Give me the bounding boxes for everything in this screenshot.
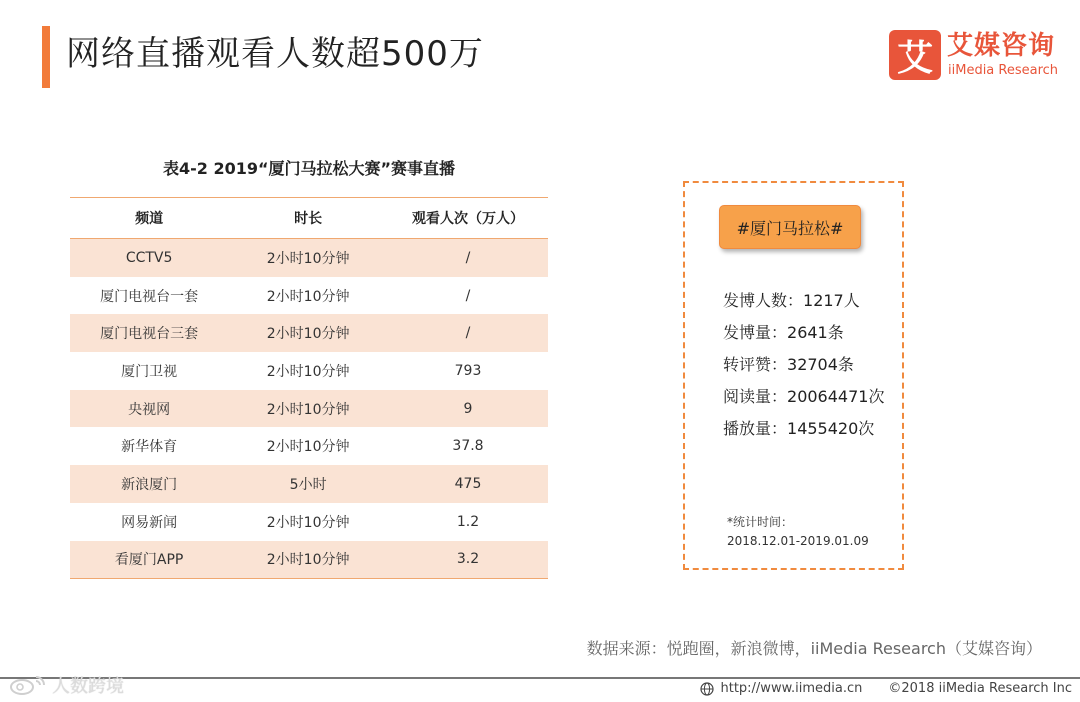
cell-duration: 2小时10分钟 (228, 390, 388, 428)
cell-channel: 新华体育 (121, 439, 178, 456)
broadcast-table (70, 197, 548, 579)
cell-channel: 新浪厦门 (70, 465, 228, 503)
footer-divider (0, 677, 1080, 679)
stats-period-note (727, 513, 869, 551)
footer-url[interactable]: http://www.iimedia.cn (720, 681, 863, 696)
footer (700, 680, 1072, 698)
cell-viewers: 3.2 (388, 541, 548, 579)
cell-duration: 2小时10分钟 (228, 239, 388, 277)
stat-value: 2641条 (787, 323, 844, 342)
table-row (70, 352, 548, 390)
table-header-row (70, 198, 548, 239)
table-row (70, 465, 548, 503)
weibo-icon (8, 674, 48, 696)
stat-label: 发博量： (723, 323, 788, 342)
cell-duration: 2小时10分钟 (228, 314, 388, 352)
stat-label: 播放量： (723, 419, 788, 438)
stat-value: 1455420次 (787, 419, 875, 438)
column-header-duration: 时长 (228, 198, 388, 239)
table-row (70, 277, 548, 315)
table-title: 表4-2 2019“厦门马拉松大赛”赛事直播 (162, 159, 456, 178)
cell-viewers: / (465, 287, 471, 304)
title-accent-bar (42, 26, 50, 88)
stat-label: 发博人数： (723, 291, 804, 310)
cell-duration: 2小时10分钟 (228, 541, 388, 579)
cell-duration: 2小时10分钟 (266, 439, 350, 456)
logo-english-name: iiMedia Research (948, 63, 1059, 78)
footer-copyright: ©2018 iiMedia Research Inc (888, 681, 1072, 696)
globe-icon (700, 682, 714, 696)
cell-channel: 厦门电视台三套 (70, 314, 228, 352)
stat-plays (723, 413, 884, 445)
table-row (70, 239, 548, 277)
table-row (70, 390, 548, 428)
cell-viewers: 1.2 (456, 513, 480, 530)
data-source: 数据来源：悦跑圈，新浪微博，iiMedia Research（艾媒咨询） (586, 639, 1042, 658)
cell-viewers: 793 (454, 362, 482, 379)
hashtag-badge: #厦门马拉松# (719, 205, 861, 249)
stat-value: 32704条 (787, 355, 854, 374)
cell-channel: CCTV5 (70, 239, 228, 277)
cell-channel: 网易新闻 (121, 514, 178, 531)
cell-viewers: / (388, 239, 548, 277)
stat-posts (723, 317, 884, 349)
watermark-text: 人数跨境 (52, 676, 124, 697)
cell-channel: 厦门卫视 (121, 363, 178, 380)
cell-duration: 5小时 (228, 465, 388, 503)
stats-period-range: 2018.12.01-2019.01.09 (727, 534, 869, 548)
weibo-stats-panel (683, 181, 904, 570)
table-row (70, 427, 548, 465)
cell-duration: 2小时10分钟 (266, 363, 350, 380)
page-title: 网络直播观看人数超500万 (66, 34, 484, 74)
cell-duration: 2小时10分钟 (266, 288, 350, 305)
logo-chinese-name: 艾媒咨询 (947, 31, 1056, 61)
stat-label: 阅读量： (723, 387, 788, 406)
stat-engagement (723, 349, 884, 381)
stats-list (723, 285, 884, 445)
cell-viewers: 9 (388, 390, 548, 428)
table-row (70, 314, 548, 352)
stat-value: 20064471次 (787, 387, 885, 406)
stat-label: 转评赞： (723, 355, 788, 374)
cell-channel: 央视网 (70, 390, 228, 428)
logo-mark: 艾 (889, 30, 941, 80)
table-row (70, 503, 548, 541)
cell-duration: 2小时10分钟 (266, 514, 350, 531)
cell-viewers: / (388, 314, 548, 352)
stat-reads (723, 381, 884, 413)
cell-channel: 看厦门APP (70, 541, 228, 579)
column-header-viewers: 观看人次（万人） (388, 198, 548, 239)
cell-viewers: 475 (388, 465, 548, 503)
cell-viewers: 37.8 (452, 438, 484, 455)
stat-value: 1217人 (803, 291, 860, 310)
stat-posters (723, 285, 884, 317)
column-header-channel: 频道 (70, 198, 228, 239)
watermark (8, 672, 124, 698)
cell-channel: 厦门电视台一套 (100, 288, 199, 305)
table-row (70, 541, 548, 579)
iimedia-logo (889, 30, 1059, 82)
stats-period-label: *统计时间： (727, 515, 794, 529)
